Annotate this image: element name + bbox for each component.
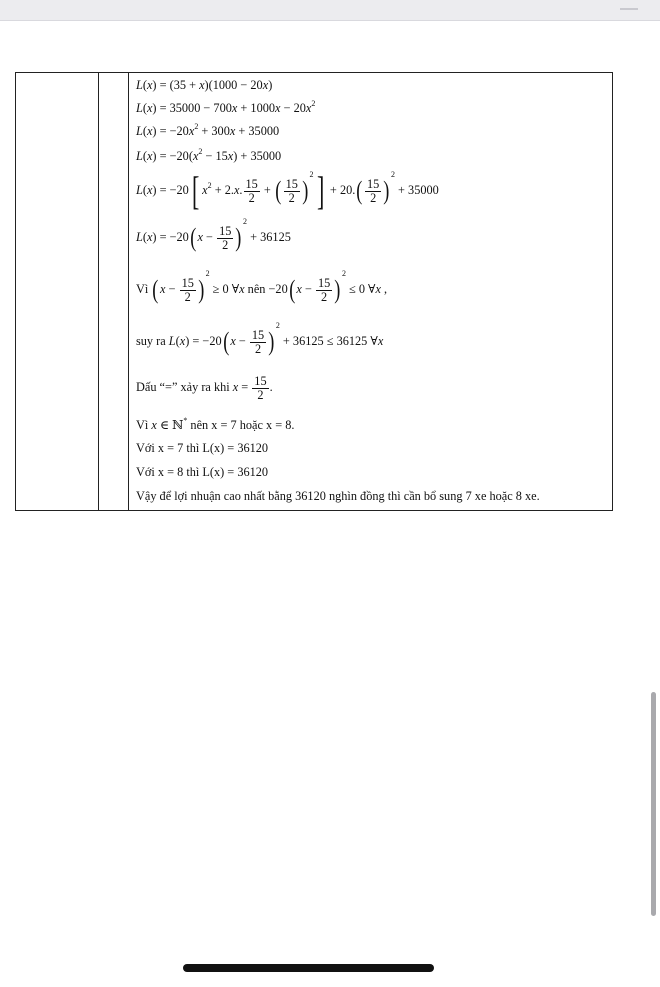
math-token: x <box>229 124 236 139</box>
math-token: ( <box>142 230 147 245</box>
math-token: ) + 35000 <box>233 149 282 164</box>
text-token: Vì <box>136 282 152 297</box>
column-divider-2 <box>128 73 129 510</box>
math-token: ) = −20 <box>152 182 189 197</box>
numerator: 15 <box>254 374 267 388</box>
math-token: + 36125 <box>247 230 291 245</box>
fraction <box>252 375 268 402</box>
text-token: suy ra <box>136 334 169 349</box>
numerator: 15 <box>181 276 194 290</box>
math-token: x <box>151 418 157 433</box>
math-token: x <box>296 282 302 297</box>
denominator: 2 <box>370 190 377 205</box>
reasoning-line-2 <box>136 321 384 357</box>
math-token: ( <box>142 78 147 92</box>
text-token: Vì <box>136 418 152 433</box>
right-paren: ) <box>383 176 390 205</box>
math-token: ≤ 0 ∀ <box>345 282 376 297</box>
fraction <box>250 329 266 356</box>
reasoning-line-6: Với x = 8 thì L(x) = 36120 <box>136 465 269 479</box>
math-token: + <box>260 182 274 197</box>
math-token: ( <box>142 182 147 197</box>
exponent: * <box>183 416 188 425</box>
math-token: x <box>199 78 205 92</box>
math-token: x <box>375 282 381 297</box>
math-token: ( <box>175 334 180 349</box>
right-bracket: ] <box>316 168 324 213</box>
exponent: 2 <box>205 269 210 279</box>
vertical-scrollbar[interactable] <box>651 692 656 916</box>
left-paren: ( <box>275 176 282 205</box>
math-token: − 20 <box>280 101 306 116</box>
numerator: 15 <box>251 328 265 342</box>
denominator: 2 <box>257 387 264 402</box>
left-paren: ( <box>356 176 363 205</box>
numerator: 15 <box>219 224 232 238</box>
solution-cell <box>136 73 606 510</box>
math-token: , <box>380 282 388 297</box>
text-token: Dấu “=” xảy ra khi <box>136 380 233 395</box>
denominator: 2 <box>321 289 328 304</box>
math-token: x <box>239 282 245 297</box>
math-token: ∈ ℕ <box>156 418 184 433</box>
math-token: − <box>301 282 315 297</box>
equation-line-6 <box>136 217 291 253</box>
math-token: ( <box>142 101 147 116</box>
exponent: 2 <box>243 217 248 227</box>
math-token: x <box>197 230 203 245</box>
reasoning-line-5: Với x = 7 thì L(x) = 36120 <box>136 441 269 455</box>
right-paren: ) <box>302 176 309 205</box>
math-token: + 35000 <box>394 182 439 197</box>
fraction <box>284 178 300 205</box>
home-indicator[interactable] <box>183 964 434 972</box>
solution-table <box>15 72 613 511</box>
math-token: )(1000 − 20 <box>204 78 263 92</box>
math-token: x <box>230 334 236 349</box>
denominator: 2 <box>288 190 295 205</box>
toolbar-mark <box>620 8 638 10</box>
reasoning-line-1 <box>136 269 388 305</box>
column-divider-1 <box>98 73 99 510</box>
math-token: x <box>233 182 240 197</box>
reasoning-line-3 <box>136 375 273 402</box>
conclusion-line: Vậy để lợi nhuận cao nhất bằng 36120 nghìn đồng thì cần bổ sung 7 xe hoặc 8 xe. <box>136 489 540 503</box>
math-token: = <box>238 380 252 395</box>
equation-line-2 <box>136 101 315 114</box>
equation-line-4 <box>136 149 281 162</box>
math-token: ) = −20 <box>152 230 189 245</box>
math-token: − <box>202 230 217 245</box>
fraction <box>244 178 260 205</box>
math-token: x <box>192 149 199 164</box>
exponent: 2 <box>275 321 280 331</box>
right-paren: ) <box>268 327 275 357</box>
numerator: 15 <box>367 176 380 191</box>
exponent: 2 <box>341 269 346 279</box>
math-token: x <box>275 101 281 116</box>
left-paren: ( <box>289 275 296 305</box>
left-paren: ( <box>152 275 159 305</box>
math-token: ) = −20 <box>185 334 222 349</box>
math-token: ) <box>268 78 273 92</box>
math-token: x <box>231 101 238 116</box>
exponent: 2 <box>311 99 316 108</box>
exponent: 2 <box>309 169 314 179</box>
math-token: + 2. <box>211 182 234 197</box>
equation-line-5 <box>136 168 439 213</box>
denominator: 2 <box>184 289 191 304</box>
math-token: L <box>136 230 143 245</box>
math-token: . <box>239 182 243 197</box>
math-token: ≥ 0 ∀ <box>209 282 240 297</box>
math-token: x <box>146 182 153 197</box>
exponent: 2 <box>390 169 395 179</box>
math-token: x <box>146 230 153 245</box>
fraction <box>180 277 196 304</box>
left-paren: ( <box>222 327 230 357</box>
equation-line-1 <box>136 79 272 91</box>
exponent: 2 <box>194 122 199 131</box>
denominator: 2 <box>254 341 262 356</box>
math-token: . <box>269 380 273 395</box>
math-token: x <box>232 380 239 395</box>
math-token: x <box>146 78 153 92</box>
math-token: x <box>227 149 234 164</box>
numerator: 15 <box>317 276 331 290</box>
math-token: x <box>146 101 153 116</box>
equation-line-3 <box>136 124 279 137</box>
left-bracket: [ <box>191 168 200 213</box>
math-token: L <box>136 124 143 139</box>
math-token: L <box>136 149 143 164</box>
math-token: x <box>179 334 186 349</box>
math-token: x <box>146 124 153 139</box>
reasoning-line-4 <box>136 418 294 431</box>
denominator: 2 <box>248 190 255 205</box>
math-token: − <box>235 334 249 349</box>
math-token: − 15 <box>202 149 228 164</box>
math-token: + 36125 ≤ 36125 ∀ <box>279 334 378 349</box>
math-token: + 35000 <box>235 124 280 139</box>
numerator: 15 <box>245 176 258 191</box>
math-token: L <box>136 101 143 116</box>
math-token: L <box>136 78 143 92</box>
math-token: x <box>377 334 384 349</box>
math-token: x <box>188 124 195 139</box>
right-paren: ) <box>235 223 242 253</box>
math-token: x <box>262 78 269 92</box>
math-token: + 300 <box>198 124 230 139</box>
math-token: L <box>136 182 143 197</box>
math-token: ( <box>142 124 147 139</box>
math-token: ) = (35 + <box>152 78 200 92</box>
math-token: ) = 35000 − 700 <box>152 101 232 116</box>
numerator: 15 <box>285 176 298 191</box>
math-token: ) = −20( <box>152 149 193 164</box>
math-token: x <box>146 149 153 164</box>
math-token: + 20. <box>326 182 356 197</box>
right-paren: ) <box>198 275 205 305</box>
fraction <box>316 277 332 304</box>
fraction <box>217 225 233 252</box>
denominator: 2 <box>222 237 229 252</box>
right-paren: ) <box>334 275 341 305</box>
math-token: + 1000 <box>237 101 276 116</box>
math-token: x <box>160 282 166 297</box>
math-token: ( <box>142 149 147 164</box>
math-token: L <box>168 334 176 349</box>
math-token: x <box>305 101 312 116</box>
top-toolbar <box>0 0 660 21</box>
fraction <box>365 178 381 205</box>
text-token: nên x = 7 hoặc x = 8. <box>187 418 295 433</box>
left-paren: ( <box>190 223 197 253</box>
exponent: 2 <box>198 147 203 156</box>
exponent: 2 <box>207 180 212 190</box>
math-token: ) = −20 <box>152 124 189 139</box>
math-token: − <box>165 282 179 297</box>
math-token: x <box>202 182 208 197</box>
text-token: nên −20 <box>244 282 288 297</box>
